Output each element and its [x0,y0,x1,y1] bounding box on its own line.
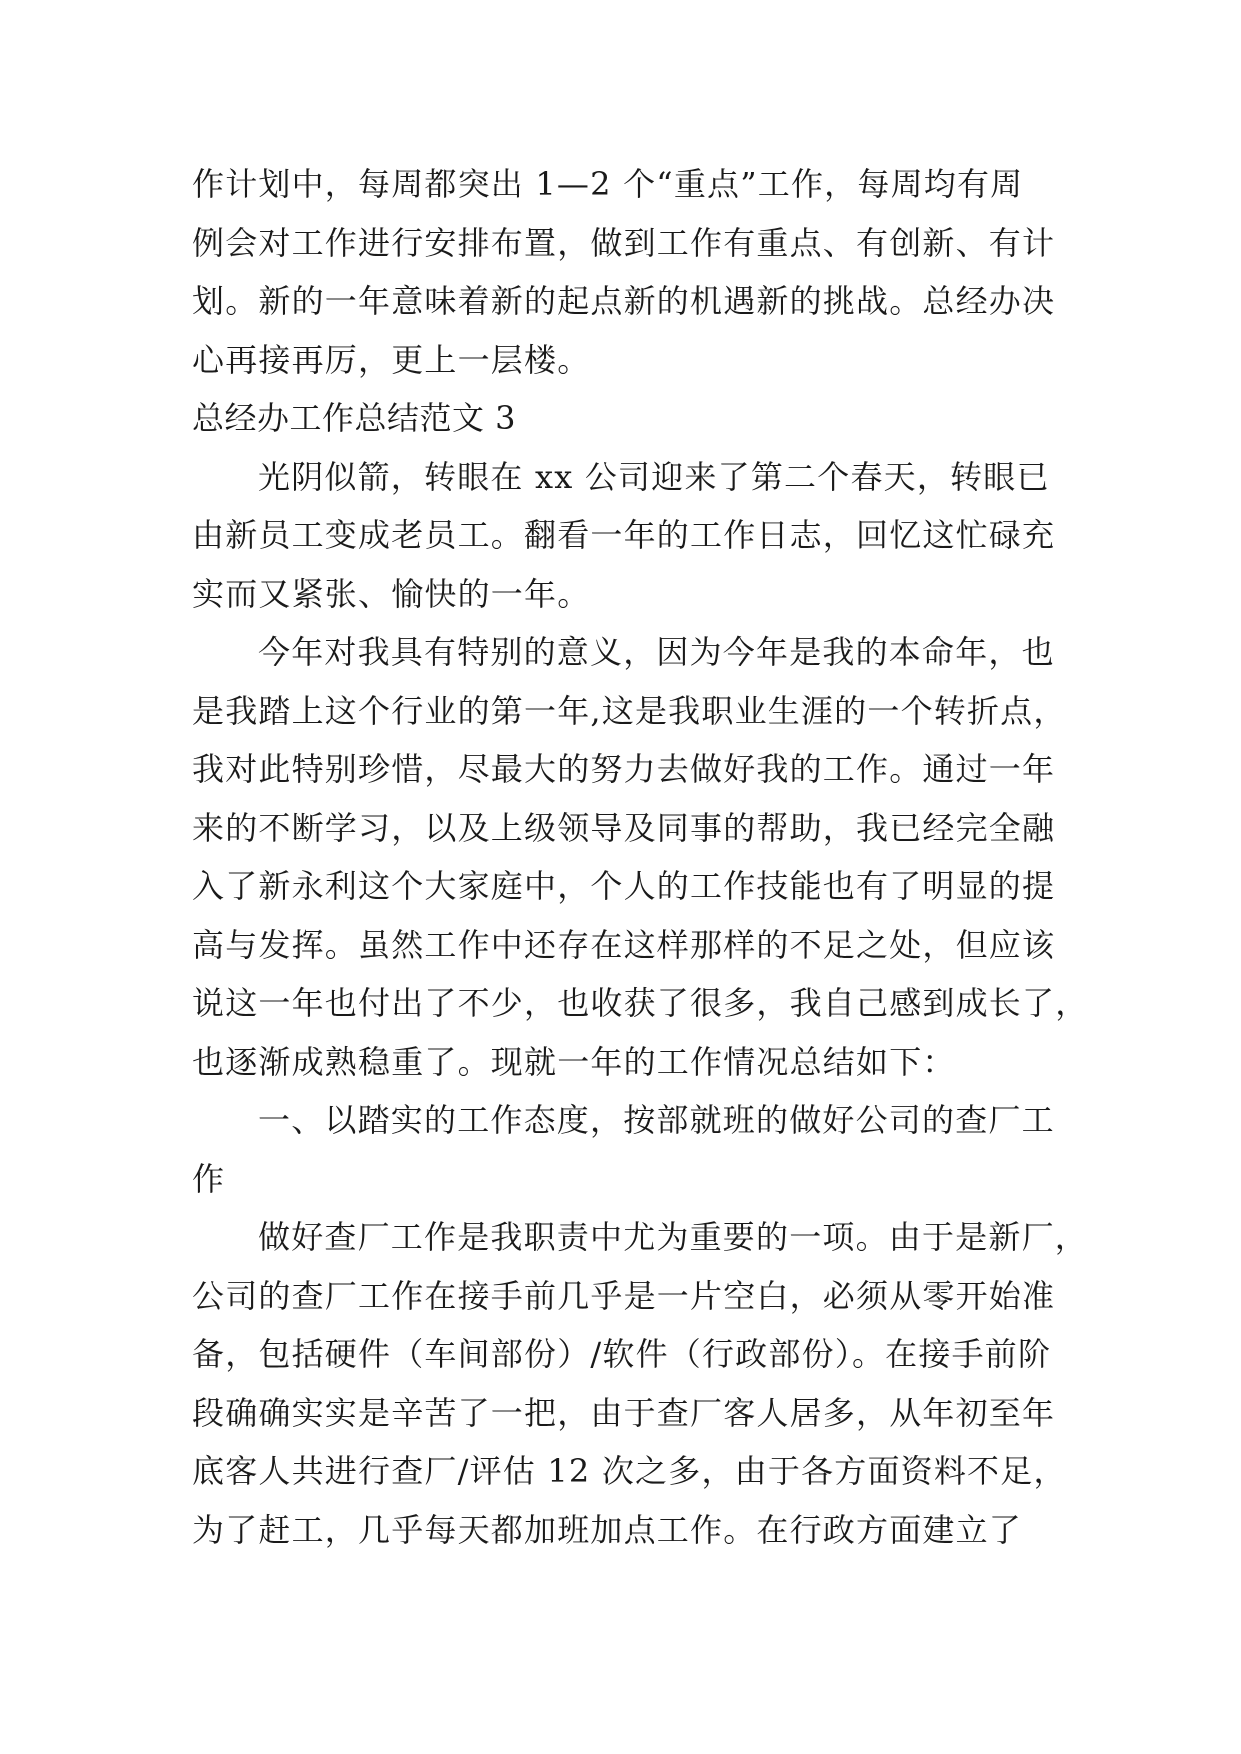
subsection-heading: 一、以踏实的工作态度，按部就班的做好公司的查厂工 [258,1101,1055,1139]
body-line: 光阴似箭，转眼在 xx 公司迎来了第二个春天，转眼已 [258,457,1050,496]
body-line: 划。新的一年意味着新的起点新的机遇新的挑战。总经办决 [192,282,1056,320]
body-line: 高与发挥。虽然工作中还存在这样那样的不足之处，但应该 [192,925,1056,964]
body-line: 由新员工变成老员工。翻看一年的工作日志，回忆这忙碌充 [192,516,1056,554]
body-line: 底客人共进行查厂/评估 12 次之多，由于各方面资料不足， [192,1452,1067,1490]
body-line: 例会对工作进行安排布置，做到工作有重点、有创新、有计 [192,223,1056,262]
body-line: 是我踏上这个行业的第一年,这是我职业生涯的一个转折点， [192,691,1067,730]
body-line: 为了赶工，几乎每天都加班加点工作。在行政方面建立了 [192,1510,1023,1549]
body-line: 段确确实实是辛苦了一把，由于查厂客人居多，从年初至年 [192,1393,1056,1432]
body-line: 公司的查厂工作在接手前几乎是一片空白，必须从零开始准 [192,1276,1056,1315]
body-line: 我对此特别珍惜，尽最大的努力去做好我的工作。通过一年 [192,750,1056,788]
document-page [192,155,1089,1559]
body-line: 做好查厂工作是我职责中尤为重要的一项。由于是新厂， [258,1218,1089,1256]
body-line: 来的不断学习，以及上级领导及同事的帮助，我已经完全融 [192,808,1056,847]
body-line: 也逐渐成熟稳重了。现就一年的工作情况总结如下： [192,1042,956,1081]
body-line: 说这一年也付出了不少，也收获了很多，我自己感到成长了， [192,984,1089,1022]
body-line: 今年对我具有特别的意义，因为今年是我的本命年，也 [258,633,1055,671]
body-line: 作计划中，每周都突出 1—2 个“重点”工作，每周均有周 [192,165,1024,203]
subsection-heading-continued: 作 [192,1159,226,1198]
body-line: 备，包括硬件（车间部份）/软件（行政部份）。在接手前阶 [192,1335,1052,1373]
section-heading: 总经办工作总结范文 3 [192,399,517,437]
body-line: 实而又紧张、愉快的一年。 [192,574,591,613]
body-line: 入了新永利这个大家庭中，个人的工作技能也有了明显的提 [192,867,1056,905]
body-line: 心再接再厉，更上一层楼。 [192,340,591,379]
